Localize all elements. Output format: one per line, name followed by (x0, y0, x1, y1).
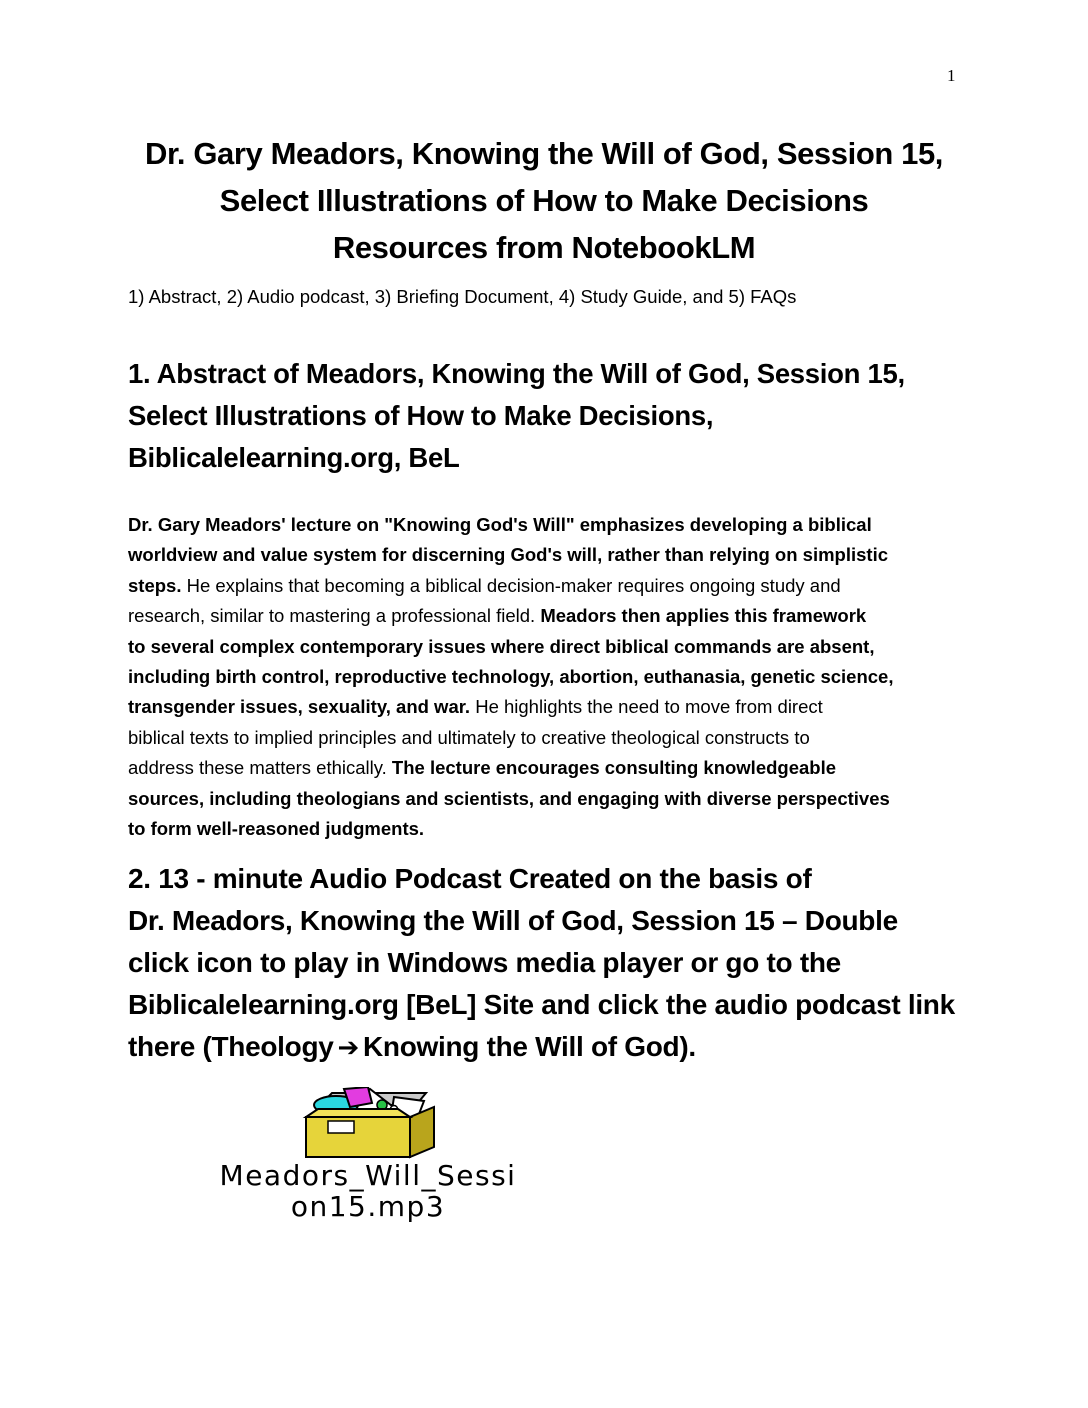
theology-text: there (Theology (128, 1031, 334, 1062)
podcast-heading-line-2: Dr. Meadors, Knowing the Will of God, Session 15 – Double (128, 905, 898, 936)
audio-file-label-line-2: on15.mp3 (290, 1190, 446, 1223)
abstract-line (128, 571, 968, 601)
audio-file-label-line-1: Meadors_Will_Sessi (219, 1159, 517, 1192)
abstract-line: worldview and value system for discerning God's will, rather than relying on simplistic (128, 544, 888, 566)
abstract-line (128, 692, 968, 722)
audio-file-label[interactable] (133, 1160, 603, 1222)
abstract-heading-line-3: Biblicalelearning.org, BeL (128, 442, 460, 473)
abstract-line: sources, including theologians and scientists, and engaging with diverse perspectives (128, 787, 890, 809)
abstract-line: including birth control, reproductive technology, abortion, euthanasia, genetic science, (128, 666, 894, 688)
abstract-text: He highlights the need to move from direct (470, 696, 823, 718)
title-line-2: Select Illustrations of How to Make Decisions (219, 183, 869, 218)
abstract-line: Dr. Gary Meadors' lecture on "Knowing God's Will" emphasizes developing a biblical (128, 514, 872, 535)
abstract-heading (128, 353, 968, 479)
abstract-text: address these matters ethically. (128, 757, 392, 779)
abstract-line: to form well-reasoned judgments. (128, 818, 425, 840)
podcast-heading-line-3: click icon to play in Windows media player or go to the (128, 947, 841, 978)
abstract-heading-line-1: 1. Abstract of Meadors, Knowing the Will of God, Session 15, (128, 358, 905, 389)
knowing-will-text: Knowing the Will of God). (363, 1031, 696, 1062)
right-arrow-icon: ➔ (337, 1032, 360, 1062)
abstract-paragraph (128, 510, 968, 844)
abstract-bold-text: steps. (128, 574, 182, 596)
abstract-bold-text: The lecture encourages consulting knowledgeable (391, 757, 837, 779)
podcast-heading-line-1: 2. 13 - minute Audio Podcast Created on the basis of (128, 863, 812, 894)
abstract-line (128, 753, 968, 783)
document-title (100, 130, 988, 271)
abstract-line: to several complex contemporary issues where direct biblical commands are absent, (128, 635, 875, 657)
page-number: 1 (947, 66, 956, 85)
audio-package-icon[interactable] (298, 1087, 442, 1159)
contents-list: 1) Abstract, 2) Audio podcast, 3) Briefing Document, 4) Study Guide, and 5) FAQs (128, 286, 797, 307)
abstract-text: research, similar to mastering a professional field. (128, 605, 541, 627)
podcast-heading-line-4: Biblicalelearning.org [BeL] Site and click the audio podcast link (128, 989, 955, 1020)
title-line-1: Dr. Gary Meadors, Knowing the Will of God, Session 15, (144, 136, 944, 171)
abstract-line (128, 601, 968, 631)
abstract-bold-text: transgender issues, sexuality, and war. (128, 696, 471, 718)
podcast-heading-line-5 (128, 1026, 968, 1068)
abstract-line: biblical texts to implied principles and ultimately to creative theological constructs to (128, 726, 810, 748)
podcast-heading (128, 858, 968, 1068)
abstract-heading-line-2: Select Illustrations of How to Make Decisions, (128, 400, 714, 431)
abstract-bold-text: Meadors then applies this framework (540, 605, 867, 627)
abstract-text: He explains that becoming a biblical decision-maker requires ongoing study and (181, 574, 841, 596)
title-line-3: Resources from NotebookLM (332, 230, 756, 265)
